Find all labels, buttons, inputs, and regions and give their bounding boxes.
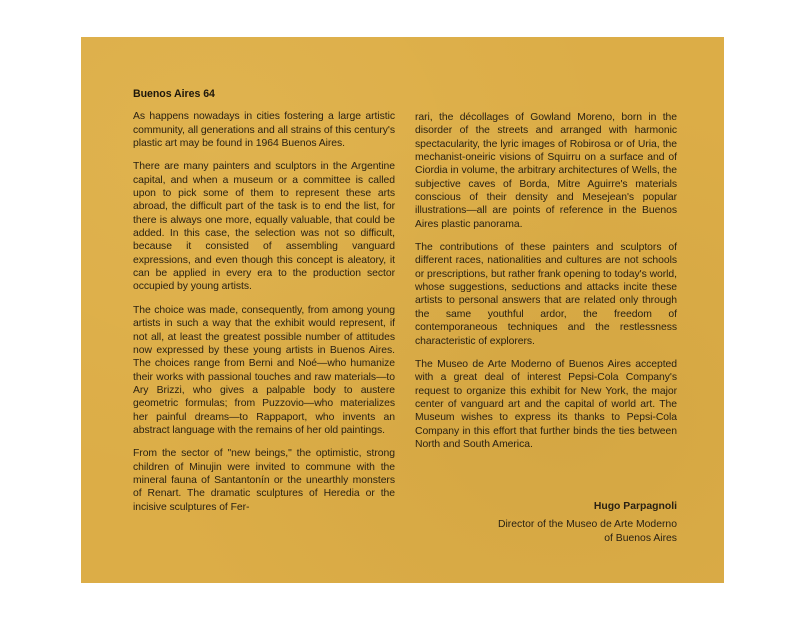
signature-name: Hugo Parpagnoli [593,501,677,512]
paragraph: The Museo de Arte Moderno of Buenos Aires accepted with a great deal of interest Pepsi-Cola Company's request to organize this exhibit for New York, the major center of vanguard art and the capital of world art. The Museum wishes to express its thanks to Pepsi-Cola Company in this effort that further binds the ties between North and South America. [415,358,677,450]
paragraph: rari, the décollages of Gowland Moreno, born in the disorder of the streets and arranged with harmonic spectacularity, the lyric images of Robirosa or of Uria, the mechanist-oneiric visions of Squirru on a surface and of Ciordia in volume, the arbitrary architectures of Wells, the subjective caves of Borda, Mitre Aguirre's materials conscious of their density and Mesejean's popular illustrations—all are points of reference in the Buenos Aires plastic panorama. [415,112,677,230]
paragraph: The contributions of these painters and sculptors of different races, nationalities and cultures are not schools or prescriptions, but rather frank opening to today's world, whose suggestions, seductions and attacks incite these artists to personal answers that are related only through the same youthful ardor, the freedom of contemporaneous techniques and the restlessness characteristic of explorers. [415,242,677,347]
right-column [415,111,677,461]
signature-block [415,500,677,546]
signature-title: Director of the Museo de Arte Moderno [497,519,677,530]
paragraph: There are many painters and sculptors in the Argentine capital, and when a museum or a committee is called upon to pick some of them to represent these arts abroad, the difficult part of the task is to end the list, for there is always one more, equally valuable, that could be added. In this case, the selection was not so difficult, because it consisted of assembling vanguard expressions, and even though this concept is aleatory, it can be applied in every era to the production sector occupied by young artists. [133,161,395,293]
paragraph: From the sector of "new beings," the optimistic, strong children of Minujin were invited to commune with the mineral fauna of Santantonín or the unearthly monsters of Renart. The dramatic sculptures of Heredia or the incisive sculptures of Fer- [133,448,395,513]
paragraph: As happens nowadays in cities fostering a large artistic community, all generations and all strains of this century's plastic art may be found in 1964 Buenos Aires. [133,111,395,150]
left-column [133,88,395,524]
signature-title: of Buenos Aires [604,533,677,544]
document-title: Buenos Aires 64 [133,88,215,100]
paragraph: The choice was made, consequently, from among young artists in such a way that the exhibit would represent, if not all, at least the greatest possible number of attitudes now expressed by these young artists in Buenos Aires. The choices range from Berni and Noé—who humanize their works with passional touches and raw materials—to Ary Brizzi, who gives a palpable body to austere geometric formulas; from Puzzovio—who materializes her painful dreams—to Rappaport, who invents an abstract language with the remains of her old paintings. [133,304,395,436]
